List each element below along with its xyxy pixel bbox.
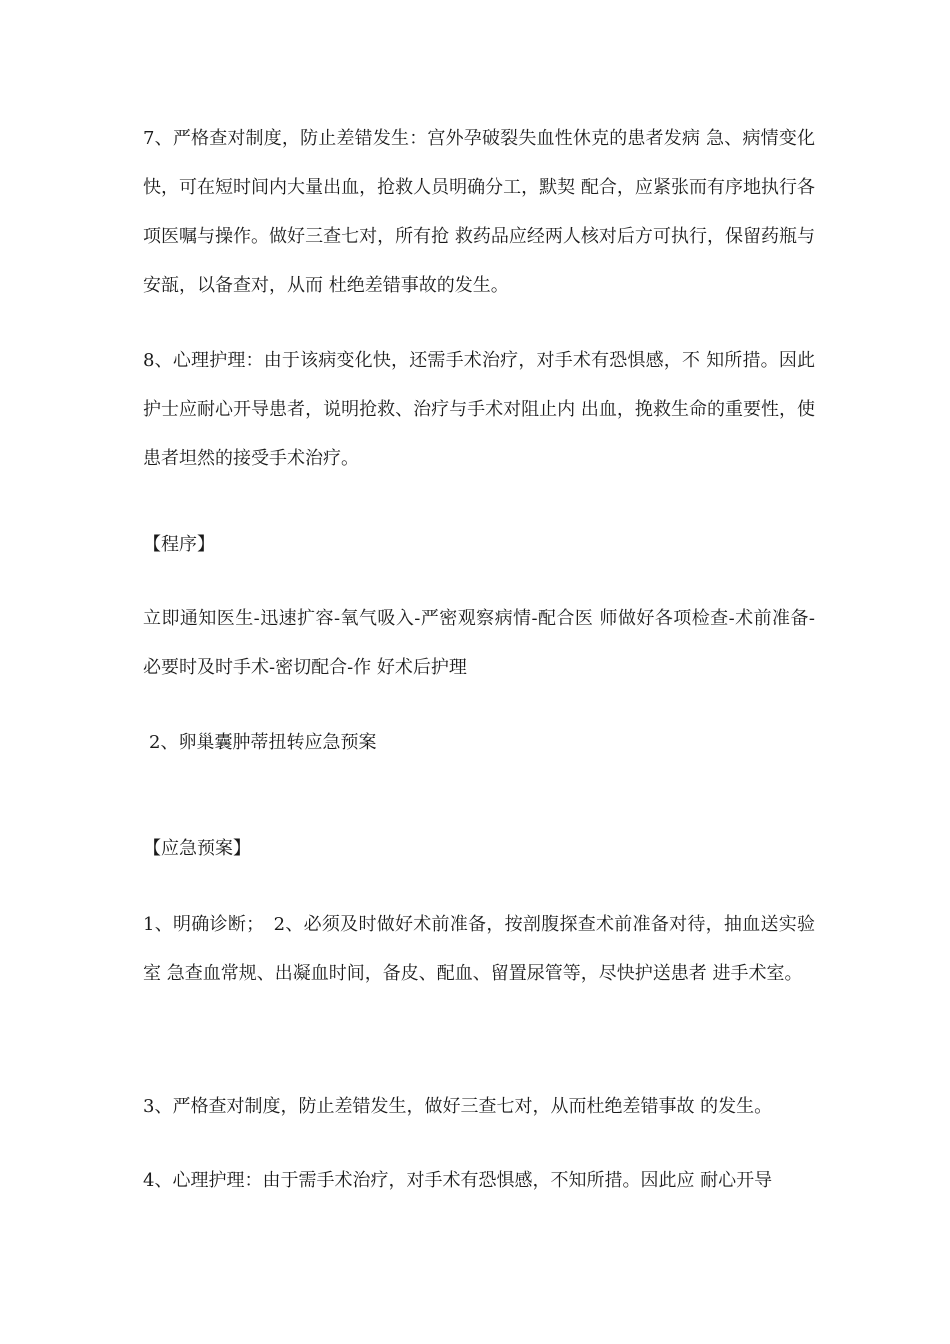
- paragraph-item-1-2: 1、明确诊断； 2、必须及时做好术前准备，按剖腹探查术前准备对待，抽血送实验室 急查血常规、出凝血时间，备皮、配血、留置尿管等，尽快护送患者 进手术室。: [143, 914, 815, 984]
- paragraph-item-7: 7、严格查对制度，防止差错发生：宫外孕破裂失血性休克的患者发病 急、病情变化快，可在短时间内大量出血，抢救人员明确分工，默契 配合，应紧张而有序地执行各项医嘱与操作。做好三查七对，所有抢 救药品应经两人核对后方可执行，保留药瓶与安瓿，以备查对，从而 杜绝差错事故的发生。: [143, 128, 815, 296]
- paragraph-item-3: 3、严格查对制度，防止差错发生，做好三查七对，从而杜绝差错事故 的发生。: [143, 1096, 773, 1117]
- section-title: 2、卵巢囊肿蒂扭转应急预案: [149, 732, 377, 753]
- procedure-heading: 【程序】: [143, 534, 215, 555]
- procedure-steps: 立即通知医生-迅速扩容-氧气吸入-严密观察病情-配合医 师做好各项检查-术前准备-必要时及时手术-密切配合-作 好术后护理: [143, 608, 815, 678]
- plan-heading: 【应急预案】: [143, 838, 251, 859]
- paragraph-item-4: 4、心理护理：由于需手术治疗，对手术有恐惧感，不知所措。因此应 耐心开导: [143, 1170, 773, 1191]
- paragraph-item-8: 8、心理护理：由于该病变化快，还需手术治疗，对手术有恐惧感，不 知所措。因此护士应耐心开导患者，说明抢救、治疗与手术对阻止内 出血，挽救生命的重要性，使患者坦然的接受手术治疗。: [143, 350, 815, 469]
